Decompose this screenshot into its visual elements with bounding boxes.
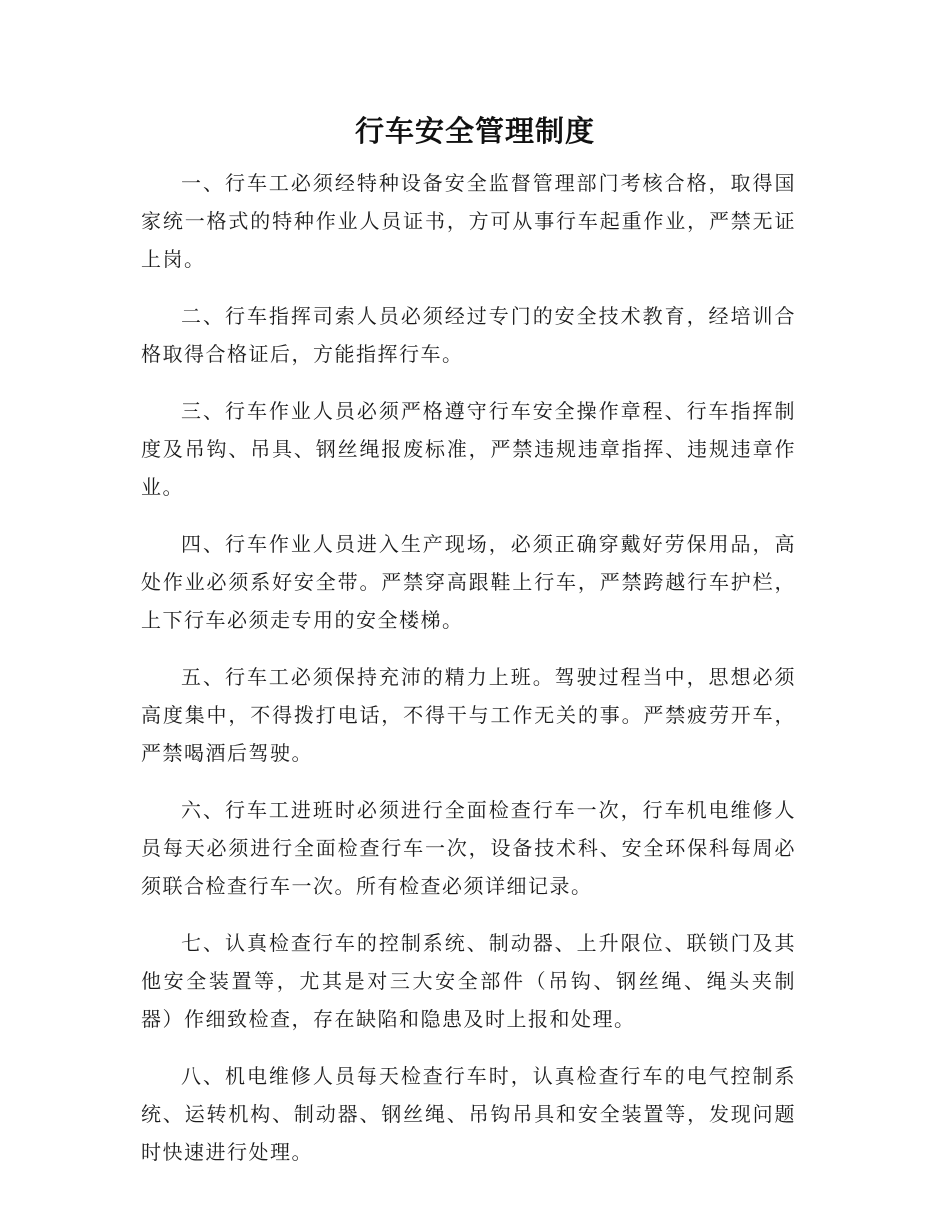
paragraph-2: 二、行车指挥司索人员必须经过专门的安全技术教育，经培训合格取得合格证后，方能指挥行车。 [141,304,796,366]
paragraph-1: 一、行车工必须经特种设备安全监督管理部门考核合格，取得国家统一格式的特种作业人员证书，方可从事行车起重作业，严禁无证上岗。 [141,171,796,271]
paragraph-4: 四、行车作业人员进入生产现场，必须正确穿戴好劳保用品，高处作业必须系好安全带。严禁穿高跟鞋上行车，严禁跨越行车护栏，上下行车必须走专用的安全楼梯。 [141,532,796,632]
document-body [141,164,796,1190]
paragraph-8: 八、机电维修人员每天检查行车时，认真检查行车的电气控制系统、运转机构、制动器、钢丝绳、吊钩吊具和安全装置等，发现问题时快速进行处理。 [141,1064,796,1164]
paragraph-5: 五、行车工必须保持充沛的精力上班。驾驶过程当中，思想必须高度集中，不得拨打电话，不得干与工作无关的事。严禁疲劳开车，严禁喝酒后驾驶。 [141,665,796,765]
paragraph-3: 三、行车作业人员必须严格遵守行车安全操作章程、行车指挥制度及吊钩、吊具、钢丝绳报废标准，严禁违规违章指挥、违规违章作业。 [141,399,796,499]
paragraph-6: 六、行车工进班时必须进行全面检查行车一次，行车机电维修人员每天必须进行全面检查行车一次，设备技术科、安全环保科每周必须联合检查行车一次。所有检查必须详细记录。 [141,798,796,898]
paragraph-7: 七、认真检查行车的控制系统、制动器、上升限位、联锁门及其他安全装置等，尤其是对三大安全部件（吊钩、钢丝绳、绳头夹制器）作细致检查，存在缺陷和隐患及时上报和处理。 [141,931,796,1031]
document-title: 行车安全管理制度 [354,114,595,148]
